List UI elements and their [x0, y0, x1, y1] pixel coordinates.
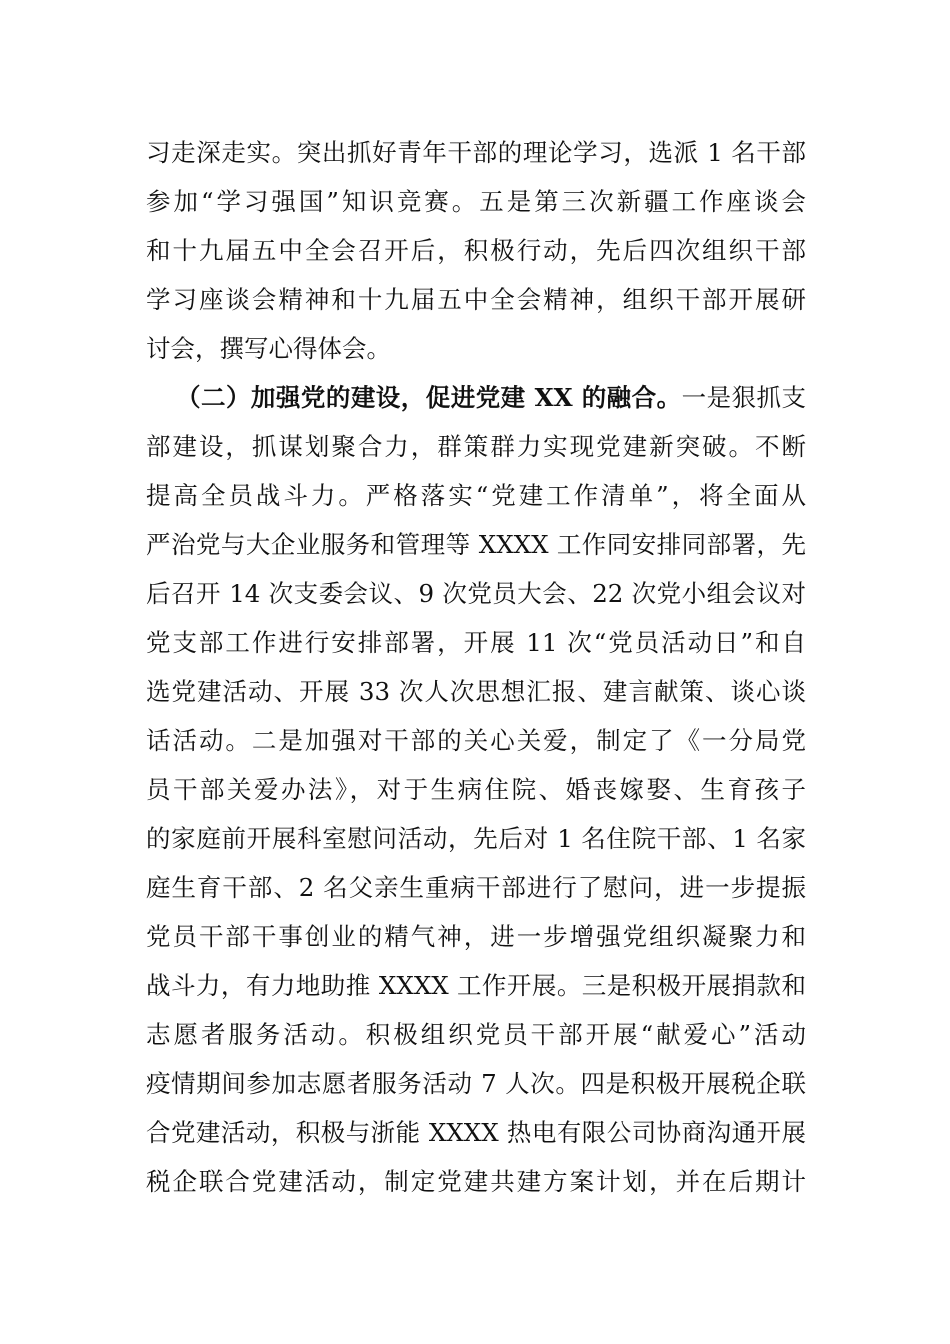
text-line: 的家庭前开展科室慰问活动，先后对 1 名住院干部、1 名家: [146, 824, 806, 853]
text-line: 学习座谈会精神和十九届五中全会精神，组织干部开展研: [146, 285, 806, 314]
text-line: 参加“学习强国”知识竞赛。五是第三次新疆工作座谈会: [146, 187, 806, 216]
text-line: 疫情期间参加志愿者服务活动 7 人次。四是积极开展税企联: [146, 1069, 806, 1098]
text-line: 话活动。二是加强对干部的关心关爱，制定了《一分局党: [146, 726, 806, 755]
heading-line-rest: 一是狠抓支: [681, 383, 806, 412]
text-line: 庭生育干部、2 名父亲生重病干部进行了慰问，进一步提振: [146, 873, 806, 902]
text-line: 志愿者服务活动。积极组织党员干部开展“献爱心”活动: [146, 1020, 806, 1049]
text-line: 讨会，撰写心得体会。: [146, 334, 391, 363]
text-line: 战斗力，有力地助推 XXXX 工作开展。三是积极开展捐款和: [146, 971, 806, 1000]
text-line: 习走深走实。突出抓好青年干部的理论学习，选派 1 名干部: [146, 138, 806, 167]
section-heading-line: [176, 378, 806, 418]
text-line: 后召开 14 次支委会议、9 次党员大会、22 次党小组会议对: [146, 579, 806, 608]
text-line: 合党建活动，积极与浙能 XXXX 热电有限公司协商沟通开展: [146, 1118, 806, 1147]
text-line: 严治党与大企业服务和管理等 XXXX 工作同安排同部署，先: [146, 530, 806, 559]
text-line: 提高全员战斗力。严格落实“党建工作清单”，将全面从: [146, 481, 806, 510]
text-line: 和十九届五中全会召开后，积极行动，先后四次组织干部: [146, 236, 806, 265]
text-line: 员干部关爱办法》，对于生病住院、婚丧嫁娶、生育孩子: [146, 775, 806, 804]
text-line: 选党建活动、开展 33 次人次思想汇报、建言献策、谈心谈: [146, 677, 806, 706]
text-line: 部建设，抓谋划聚合力，群策群力实现党建新突破。不断: [146, 432, 806, 461]
text-line: 税企联合党建活动，制定党建共建方案计划，并在后期计: [146, 1167, 806, 1196]
text-line: 党支部工作进行安排部署，开展 11 次“党员活动日”和自: [146, 628, 806, 657]
text-line: 党员干部干事创业的精气神，进一步增强党组织凝聚力和: [146, 922, 806, 951]
section-heading: （二）加强党的建设，促进党建 XX 的融合。: [176, 383, 682, 412]
